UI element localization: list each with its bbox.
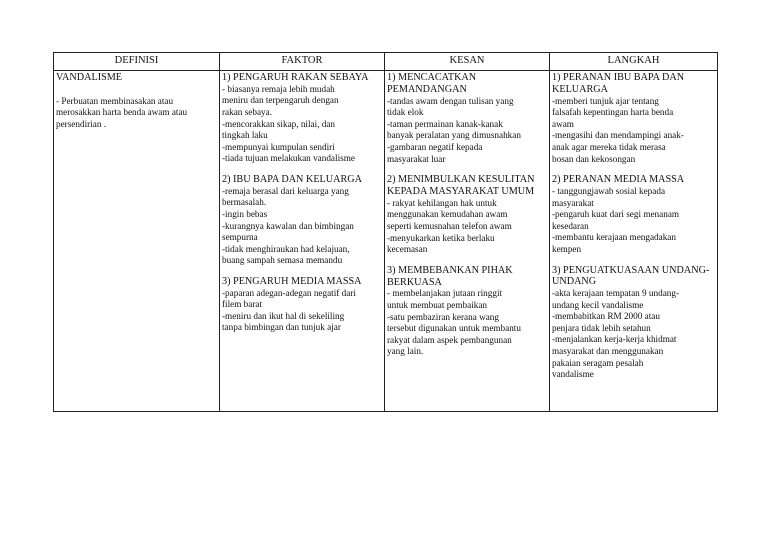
langkah-line: -memberi tunjuk ajar tentang [552,95,659,106]
kesan-line: untuk membuat pembaikan [387,299,488,310]
kesan-heading: 2) MENIMBULKAN KESULITAN KEPADA MASYARAKAT UMUM [387,174,535,197]
faktor-cell [220,71,385,412]
faktor-line: -kurangnya kawalan dan bimbingan [222,220,354,231]
kesan-line: yang lain. [387,346,424,357]
faktor-line: -meniru dan ikut hal di sekeliling [222,310,345,321]
faktor-line: -mencorakkan sikap, nilai, dan [222,118,336,129]
content-row [54,71,718,412]
langkah-line: penjara tidak lebih setahun [552,322,651,333]
faktor-line: -ingin bebas [222,208,268,219]
faktor-block-1 [222,72,382,165]
kesan-line: banyak peralatan yang dimusnahkan [387,130,521,141]
faktor-line: buang sampah semasa memandu [222,255,343,266]
faktor-line: tingkah laku [222,130,268,141]
langkah-line: anak agar mereka tidak merasa [552,141,666,152]
langkah-cell [550,71,718,412]
header-faktor: FAKTOR [220,53,385,71]
langkah-heading: 1) PERANAN IBU BAPA DAN KELUARGA [552,72,685,95]
faktor-line: filem barat [222,299,263,310]
definisi-line: persendirian . [56,118,107,129]
kesan-line: -menyukarkan ketika berlaku [387,232,495,243]
langkah-heading: 3) PENGUATKUASAAN UNDANG-UNDANG [552,264,710,288]
langkah-line: masyarakat dan menggunakan [552,346,664,357]
langkah-block-2 [552,174,715,255]
spacer [56,84,217,96]
langkah-line: undang kecil vandalisme [552,299,644,310]
faktor-heading: 3) PENGARUH MEDIA MASSA [222,275,362,287]
kesan-line: rakyat dalam aspek pembangunan [387,334,512,345]
kesan-line: -tandas awam dengan tulisan yang [387,95,514,106]
langkah-line: kempen [552,243,582,254]
kesan-line: kecemasan [387,244,428,255]
faktor-line: bermasalah. [222,197,267,208]
faktor-line: tanpa bimbingan dan tunjuk ajar [222,322,341,333]
kesan-line: seperti kemusnahan telefon awam [387,220,512,231]
definisi-line: merosakkan harta benda awam atau [56,107,188,118]
kesan-heading: 1) MENCACATKAN PEMANDANGAN [387,72,477,95]
langkah-line: kesedaran [552,220,589,231]
header-row [54,53,718,71]
definisi-title: VANDALISME [56,72,123,83]
langkah-heading: 2) PERANAN MEDIA MASSA [552,174,685,186]
langkah-line: -mengasihi dan mendampingi anak- [552,130,684,141]
langkah-line: -akta kerajaan tempatan 9 undang- [552,288,680,299]
langkah-block-1 [552,72,715,165]
vandalism-table [53,52,718,412]
faktor-heading: 1) PENGARUH RAKAN SEBAYA [222,72,369,83]
langkah-line: -membantu kerajaan mengadakan [552,232,676,243]
kesan-line: - rakyat kehilangan hak untuk [387,197,497,208]
definisi-cell [54,71,220,412]
langkah-block-3 [552,265,715,381]
langkah-line: vandalisme [552,369,594,380]
langkah-line: -menjalankan kerja-kerja khidmat [552,334,677,345]
kesan-block-3 [387,265,547,358]
kesan-line: menggunakan kemudahan awam [387,209,508,220]
langkah-line: awam [552,118,574,129]
kesan-line: masyarakat luar [387,153,446,164]
faktor-line: -mempunyai kumpulan sendiri [222,141,335,152]
langkah-line: - tanggungjawab sosial kepada [552,185,666,196]
langkah-line: bosan dan kekosongan [552,153,636,164]
definisi-line: - Perbuatan membinasakan atau [56,95,174,106]
langkah-line: pakaian seragam pesalah [552,357,644,368]
kesan-cell [385,71,550,412]
kesan-line: tidak elok [387,107,424,118]
kesan-line: -taman permainan kanak-kanak [387,118,503,129]
faktor-line: meniru dan terpengaruh dengan [222,95,339,106]
faktor-line: sempurna [222,232,258,243]
kesan-block-1 [387,72,547,165]
langkah-line: -membabitkan RM 2000 atau [552,311,660,322]
faktor-line: rakan sebaya. [222,106,272,117]
faktor-line: -remaja berasal dari keluarga yang [222,185,349,196]
kesan-block-2 [387,174,547,256]
header-definisi: DEFINISI [54,53,220,71]
faktor-line: -tiada tujuan melakukan vandalisme [222,153,355,164]
kesan-line: - membelanjakan jutaan ringgit [387,288,503,299]
faktor-line: -paparan adegan-adegan negatif dari [222,287,356,298]
faktor-block-2 [222,174,382,267]
faktor-line: -tidak menghiraukan had kelajuan, [222,243,350,254]
langkah-line: masyarakat [552,197,594,208]
header-langkah: LANGKAH [550,53,718,71]
kesan-line: tersebut digunakan untuk membantu [387,323,521,334]
langkah-line: -pengaruh kuat dari segi menanam [552,209,680,220]
langkah-line: falsafah kepentingan harta benda [552,107,674,118]
kesan-heading: 3) MEMBEBANKAN PIHAK BERKUASA [387,264,513,288]
header-kesan: KESAN [385,53,550,71]
kesan-line: -satu pembaziran kerana wang [387,311,499,322]
faktor-heading: 2) IBU BAPA DAN KELUARGA [222,173,362,185]
kesan-line: -gambaran negatif kepada [387,141,483,152]
faktor-line: - biasanya remaja lebih mudah [222,83,335,94]
faktor-block-3 [222,276,382,334]
